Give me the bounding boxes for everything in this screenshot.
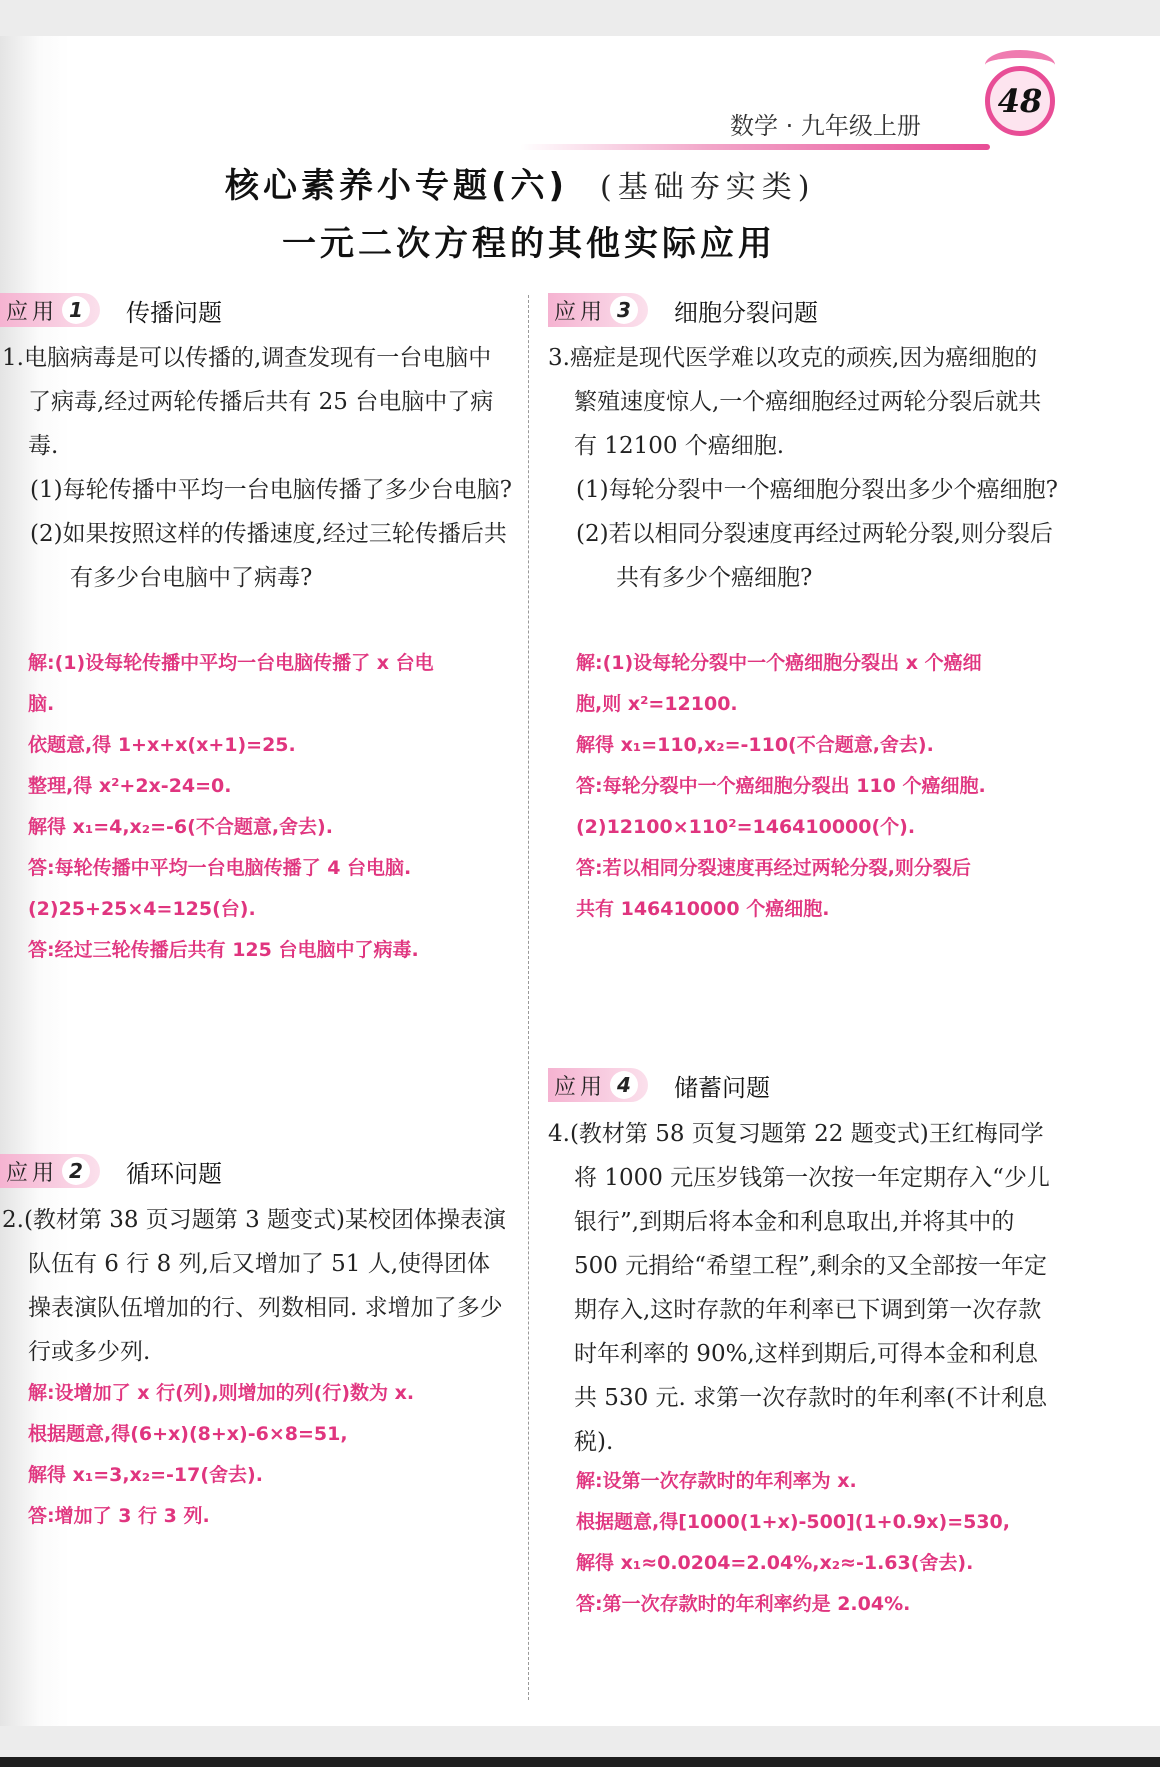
solution-line: 解:设第一次存款时的年利率为 x. <box>576 1470 857 1492</box>
section-header-3 <box>548 292 818 328</box>
book-title: 数学 · 九年级上册 <box>730 112 921 140</box>
tag-word: 应用 <box>6 1160 59 1186</box>
problem-part: (2)如果按照这样的传播速度,经过三轮传播后共有多少台电脑中了病毒? <box>30 521 507 591</box>
section-tag <box>0 293 100 327</box>
column-divider <box>528 295 529 1700</box>
solution-line: 答:每轮传播中平均一台电脑传播了 4 台电脑. <box>28 857 412 879</box>
problem-part: (1)每轮分裂中一个癌细胞分裂出多少个癌细胞? <box>576 477 1058 503</box>
solution-line: 解:(1)设每轮分裂中一个癌细胞分裂出 x 个癌细 <box>576 652 982 674</box>
solution-line: 解得 x₁=3,x₂=-17(舍去). <box>28 1464 263 1486</box>
solution-line: 答:每轮分裂中一个癌细胞分裂出 110 个癌细胞. <box>576 775 986 797</box>
tag-word: 应用 <box>554 299 607 325</box>
solution-line: 依题意,得 1+x+x(x+1)=25. <box>28 734 296 756</box>
solution-line: (2)25+25×4=125(台). <box>28 898 256 920</box>
topic-subtitle: (基础夯实类) <box>600 170 816 205</box>
solution-line: 脑. <box>28 693 55 715</box>
section-tag <box>548 1068 648 1102</box>
section-title: 储蓄问题 <box>674 1073 771 1102</box>
solution-line: 胞,则 x²=12100. <box>576 693 738 715</box>
section-title: 循环问题 <box>126 1159 223 1188</box>
tag-number: 2 <box>62 1157 90 1185</box>
solution-line: 解得 x₁≈0.0204=2.04%,x₂≈-1.63(舍去). <box>576 1552 974 1574</box>
problem-stem: 3.癌症是现代医学难以攻克的顽疾,因为癌细胞的繁殖速度惊人,一个癌细胞经过两轮分裂后就共有 12100 个癌细胞. <box>548 345 1042 459</box>
solution-line: 答:增加了 3 行 3 列. <box>28 1505 210 1527</box>
tag-word: 应用 <box>6 299 59 325</box>
solution-line: 解得 x₁=4,x₂=-6(不合题意,舍去). <box>28 816 333 838</box>
problem-1 <box>2 336 512 600</box>
solution-line: 解得 x₁=110,x₂=-110(不合题意,舍去). <box>576 734 934 756</box>
topic-title: 核心素养小专题(六) <box>225 166 569 206</box>
tag-word: 应用 <box>554 1074 607 1100</box>
problem-2 <box>2 1198 512 1374</box>
section-title: 传播问题 <box>126 298 223 327</box>
section-title: 细胞分裂问题 <box>674 298 819 327</box>
problem-3 <box>548 336 1060 600</box>
solution-line: 解:设增加了 x 行(列),则增加的列(行)数为 x. <box>28 1382 415 1404</box>
section-header-4 <box>548 1067 770 1103</box>
tag-number: 3 <box>610 296 638 324</box>
header-decor-line <box>520 144 990 150</box>
problem-part: (1)每轮传播中平均一台电脑传播了多少台电脑? <box>30 477 512 503</box>
solution-line: 整理,得 x²+2x-24=0. <box>28 775 232 797</box>
solution-2 <box>28 1373 414 1537</box>
tag-number: 4 <box>610 1071 638 1099</box>
solution-line: 答:若以相同分裂速度再经过两轮分裂,则分裂后 <box>576 857 971 879</box>
section-header-2 <box>0 1153 222 1189</box>
solution-line: 根据题意,得(6+x)(8+x)-6×8=51, <box>28 1423 348 1445</box>
tag-number: 1 <box>62 296 90 324</box>
solution-4 <box>576 1461 1010 1625</box>
solution-3 <box>576 643 986 930</box>
page-title: 一元二次方程的其他实际应用 <box>282 224 776 264</box>
solution-line: 答:经过三轮传播后共有 125 台电脑中了病毒. <box>28 939 419 961</box>
section-tag <box>548 293 648 327</box>
problem-part: (2)若以相同分裂速度再经过两轮分裂,则分裂后共有多少个癌细胞? <box>576 521 1053 591</box>
solution-1 <box>28 643 434 971</box>
problem-stem: 1.电脑病毒是可以传播的,调查发现有一台电脑中了病毒,经过两轮传播后共有 25 台电脑中了病毒. <box>2 345 494 459</box>
solution-line: 答:第一次存款时的年利率约是 2.04%. <box>576 1593 911 1615</box>
solution-line: 根据题意,得[1000(1+x)-500](1+0.9x)=530, <box>576 1511 1010 1533</box>
solution-line: 解:(1)设每轮传播中平均一台电脑传播了 x 台电 <box>28 652 434 674</box>
scan-top-margin <box>0 0 1160 36</box>
problem-stem: 2.(教材第 38 页习题第 3 题变式)某校团体操表演队伍有 6 行 8 列,后又增加了 51 人,使得团体操表演队伍增加的行、列数相同. 求增加了多少行或多少列. <box>2 1207 507 1365</box>
solution-line: (2)12100×110²=146410000(个). <box>576 816 916 838</box>
problem-4 <box>548 1112 1060 1464</box>
solution-line: 共有 146410000 个癌细胞. <box>576 898 830 920</box>
scan-bottom-margin <box>0 1726 1160 1767</box>
section-header-1 <box>0 292 222 328</box>
page-number: 48 <box>997 82 1043 120</box>
section-tag <box>0 1154 100 1188</box>
problem-stem: 4.(教材第 58 页复习题第 22 题变式)王红梅同学将 1000 元压岁钱第一次按一年定期存入“少儿银行”,到期后将本金和利息取出,并将其中的 500 元捐给“希望工程”,剩余的又全部按一年定期存入,这时存款的年利率已下调到第一次存款时年利率的 90%,这样到期后,可得本金和利息共 530 元. 求第一次存款时的年利率(不计利息税). <box>548 1121 1050 1455</box>
page-number-badge <box>985 66 1055 136</box>
